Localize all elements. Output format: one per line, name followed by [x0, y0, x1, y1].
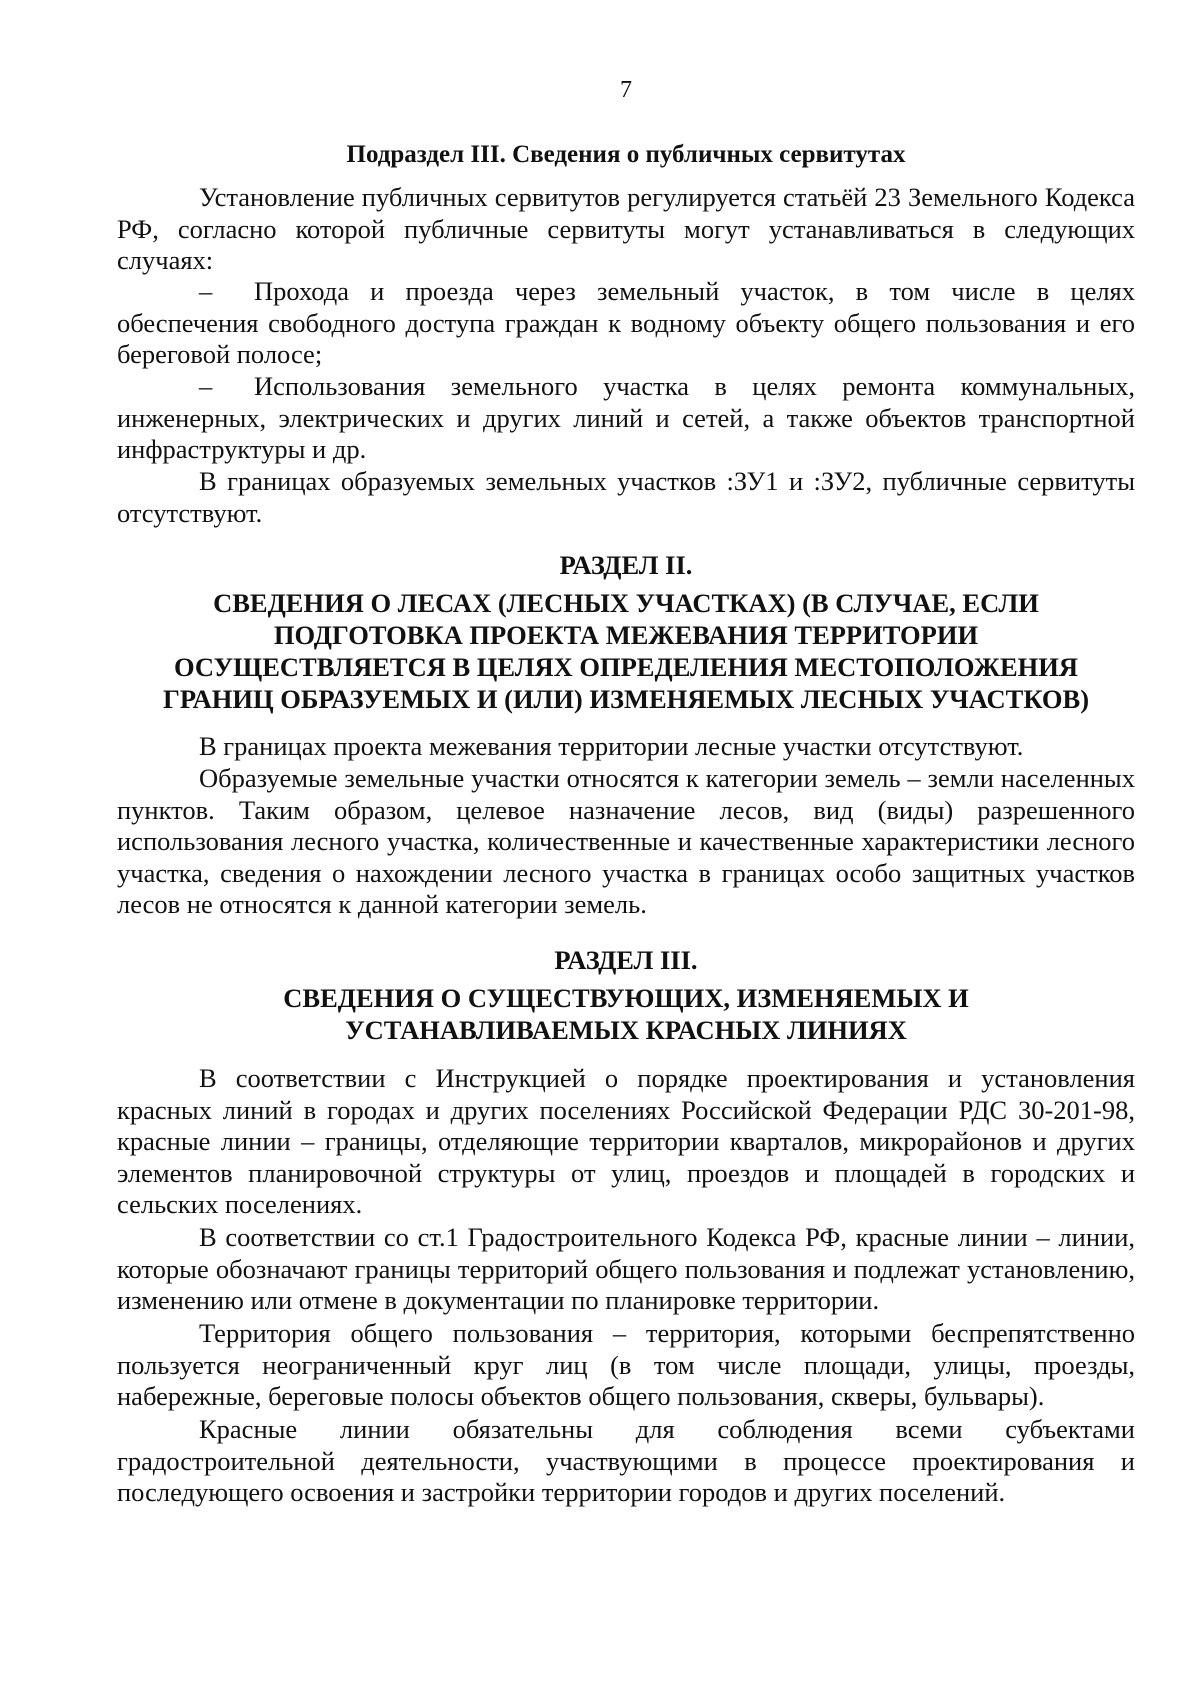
section-3-caption: [117, 982, 1135, 1046]
section-3-heading: РАЗДЕЛ III.: [554, 945, 698, 975]
servitude-list-item-2: [117, 371, 1135, 466]
section-2-caption-line: ПОДГОТОВКА ПРОЕКТА МЕЖЕВАНИЯ ТЕРРИТОРИИ: [273, 620, 979, 650]
servitude-list-item-1: [117, 276, 1135, 371]
forest-paragraph-2: Образуемые земельные участки относятся к категории земель – земли населенных пунктов. Таким образом, целевое назначение лесов, вид (виды) разрешенного использования лесного участка, количественные и качественные характеристики лесного участка, сведения о нахождении лесного участка в границах особо защитных участков лесов не относятся к данной категории земель.: [117, 763, 1135, 920]
page-number: 7: [620, 77, 632, 103]
servitude-intro-paragraph: Установление публичных сервитутов регулируется статьёй 23 Земельного Кодекса РФ, согласно которой публичные сервитуты могут устанавливаться в следующих случаях:: [117, 182, 1135, 276]
section-2-caption: [117, 587, 1135, 715]
red-lines-paragraph-1: В соответствии с Инструкцией о порядке проектирования и установления красных линий в городах и других поселениях Российской Федерации РДС 30-201-98, красные линии – границы, отделяющие территории кварталов, микрорайонов и других элементов планировочной структуры от улиц, проездов и площадей в городских и сельских поселениях.: [117, 1063, 1135, 1220]
list-item-text: Использования земельного участка в целях ремонта коммунальных, инженерных, электрических и других линий и сетей, а также объектов транспортной инфраструктуры и др.: [117, 371, 1135, 465]
red-lines-paragraph-3: Территория общего пользования – территория, которыми беспрепятственно пользуется неограниченный круг лиц (в том числе площади, улицы, проезды, набережные, береговые полосы объектов общего пользования, скверы, бульвары).: [117, 1318, 1135, 1412]
section-2-caption-line: СВЕДЕНИЯ О ЛЕСАХ (ЛЕСНЫХ УЧАСТКАХ) (В СЛУЧАЕ, ЕСЛИ: [213, 588, 1039, 618]
red-lines-paragraph-4: Красные линии обязательны для соблюдения всеми субъектами градостроительной деятельности, участвующими в процессе проектирования и последующего освоения и застройки территории городов и других поселений.: [117, 1414, 1135, 1508]
section-3-caption-line: УСТАНАВЛИВАЕМЫХ КРАСНЫХ ЛИНИЯХ: [345, 1015, 907, 1045]
section-2-heading: РАЗДЕЛ II.: [559, 550, 693, 580]
red-lines-paragraph-2: В соответствии со ст.1 Градостроительного Кодекса РФ, красные линии – линии, которые обозначают границы территорий общего пользования и подлежат установлению, изменению или отмене в документации по планировке территории.: [117, 1222, 1135, 1316]
list-marker: –: [199, 276, 213, 306]
list-item-text: Прохода и проезда через земельный участок, в том числе в целях обеспечения свободного доступа граждан к водному объекту общего пользования и его береговой полосе;: [117, 276, 1135, 370]
subsection-title: Подраздел III. Сведения о публичных сервитутах: [346, 141, 906, 168]
forest-paragraph-1: В границах проекта межевания территории лесные участки отсутствуют.: [199, 731, 1024, 761]
section-2-caption-line: ОСУЩЕСТВЛЯЕТСЯ В ЦЕЛЯХ ОПРЕДЕЛЕНИЯ МЕСТОПОЛОЖЕНИЯ: [173, 652, 1079, 682]
section-2-caption-line: ГРАНИЦ ОБРАЗУЕМЫХ И (ИЛИ) ИЗМЕНЯЕМЫХ ЛЕСНЫХ УЧАСТКОВ): [162, 684, 1090, 714]
servitude-conclusion-paragraph: В границах образуемых земельных участков :ЗУ1 и :ЗУ2, публичные сервитуты отсутствуют.: [117, 466, 1135, 528]
section-3-caption-line: СВЕДЕНИЯ О СУЩЕСТВУЮЩИХ, ИЗМЕНЯЕМЫХ И: [283, 983, 969, 1013]
list-marker: –: [199, 371, 213, 401]
